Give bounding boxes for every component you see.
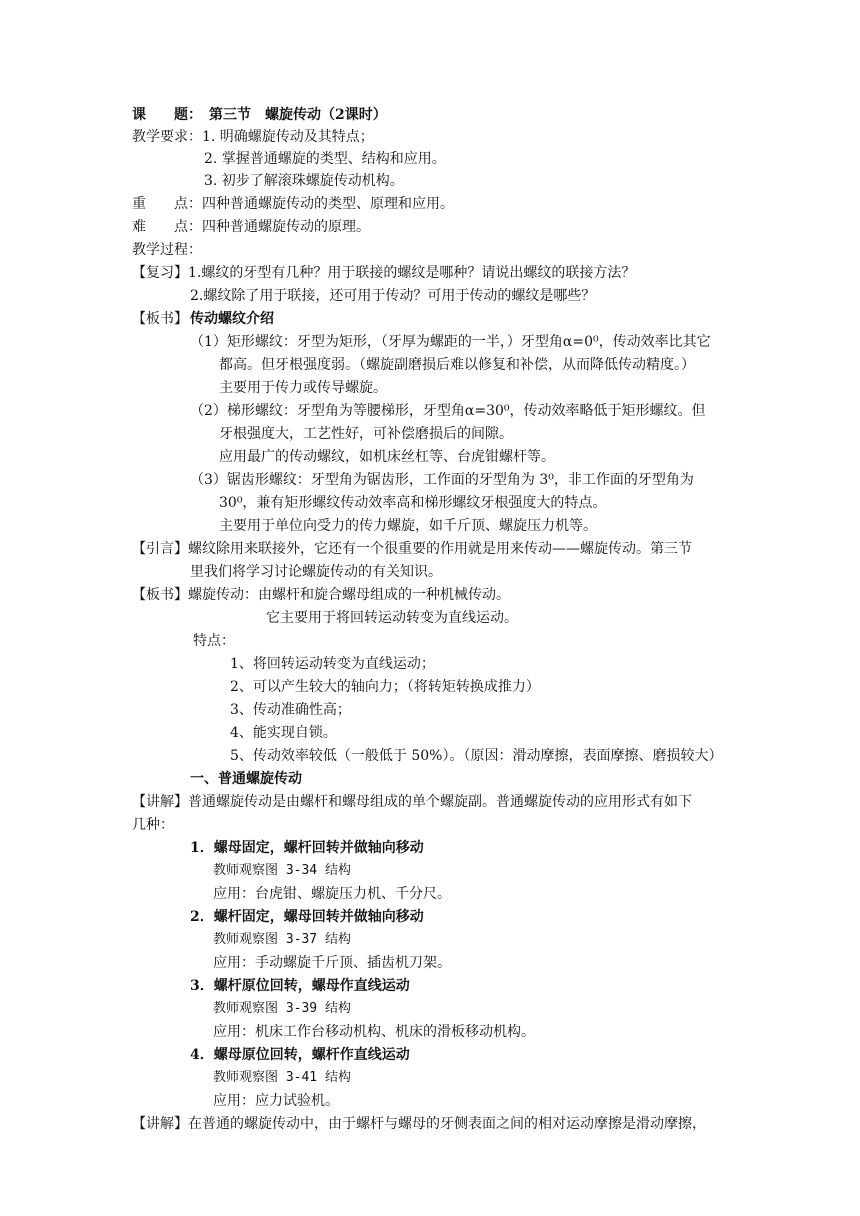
- lesson-title: 课 题： 第三节 螺旋传动（2课时）: [132, 107, 387, 123]
- rect-thread-line-1: （1）矩形螺纹：牙型为矩形，（牙厚为螺距的一半，）牙型角α=0⁰，传动效率比其它: [190, 334, 711, 350]
- feature-1: 1、将回转运动转变为直线运动；: [230, 656, 435, 672]
- trap-thread-line-1: （2）梯形螺纹：牙型角为等腰梯形，牙型角α=30⁰，传动效率略低于矩形螺纹。但: [190, 403, 706, 419]
- explain-line-2: 几种：: [132, 817, 174, 833]
- intro-line-1: 【引言】螺纹除用来联接外，它还有一个很重要的作用就是用来传动——螺旋传动。第三节: [132, 541, 692, 557]
- difficult-point: 难 点：四种普通螺旋传动的原理。: [132, 219, 370, 235]
- requirement-3: 3. 初步了解滚珠螺旋传动机构。: [204, 173, 404, 189]
- feature-5: 5、传动效率较低（一般低于 50%）。（原因：滑动摩擦，表面摩擦、磨损较大）: [230, 748, 723, 764]
- rect-thread-line-2: 都高。但牙根强度弱。（螺旋副磨损后难以修复和补偿，从而降低传动精度。）: [219, 357, 695, 373]
- trap-thread-line-2: 牙根强度大，工艺性好，可补偿磨损后的间隙。: [219, 426, 513, 442]
- board-label: 【板书】: [132, 311, 188, 327]
- explain-line-3: 【讲解】在普通的螺旋传动中，由于螺杆与螺母的牙侧表面之间的相对运动摩擦是滑动摩擦，: [132, 1116, 706, 1132]
- type-2-application: 应用：手动螺旋千斤顶、插齿机刀架。: [213, 955, 451, 971]
- definition-line-2: 它主要用于将回转运动转变为直线运动。: [266, 610, 518, 626]
- type-4-figure: 教师观察图 3-41 结构: [213, 1070, 351, 1085]
- type-2-figure: 教师观察图 3-37 结构: [213, 932, 351, 947]
- type-1-application: 应用：台虎钳、螺旋压力机、千分尺。: [213, 886, 451, 902]
- type-2-heading: 2．螺杆固定，螺母回转并做轴向移动: [190, 909, 424, 925]
- intro-line-2: 里我们将学习讨论螺旋传动的有关知识。: [190, 564, 442, 580]
- key-point: 重 点：四种普通螺旋传动的类型、原理和应用。: [132, 196, 454, 212]
- definition-line-1: 【板书】螺旋传动：由螺杆和旋合螺母组成的一种机械传动。: [132, 587, 510, 603]
- requirement-2: 2. 掌握普通螺旋的类型、结构和应用。: [204, 151, 446, 167]
- saw-thread-line-2: 30⁰，兼有矩形螺纹传动效率高和梯形螺纹牙根强度大的特点。: [219, 495, 607, 511]
- feature-2: 2、可以产生较大的轴向力；（将转矩转换成推力）: [230, 679, 540, 695]
- type-4-heading: 4．螺母原位回转，螺杆作直线运动: [190, 1047, 410, 1063]
- saw-thread-line-3: 主要用于单位向受力的传力螺旋，如千斤顶、螺旋压力机等。: [219, 518, 597, 534]
- features-heading: 特点：: [193, 633, 235, 649]
- type-3-figure: 教师观察图 3-39 结构: [213, 1001, 351, 1016]
- type-1-heading: 1．螺母固定，螺杆回转并做轴向移动: [190, 840, 424, 856]
- type-3-heading: 3．螺杆原位回转，螺母作直线运动: [190, 978, 410, 994]
- rect-thread-line-3: 主要用于传力或传导螺旋。: [219, 380, 387, 396]
- type-1-figure: 教师观察图 3-34 结构: [213, 863, 351, 878]
- trap-thread-line-3: 应用最广的传动螺纹，如机床丝杠等、台虎钳螺杆等。: [219, 449, 555, 465]
- saw-thread-line-1: （3）锯齿形螺纹：牙型角为锯齿形，工作面的牙型角为 3⁰，非工作面的牙型角为: [190, 472, 694, 488]
- board-heading: 传动螺纹介绍: [190, 311, 274, 327]
- review-2: 2.螺纹除了用于联接，还可用于传动？可用于传动的螺纹是哪些？: [190, 288, 596, 304]
- type-3-application: 应用：机床工作台移动机构、机床的滑板移动机构。: [213, 1024, 535, 1040]
- section-heading-1: 一、普通螺旋传动: [190, 771, 302, 787]
- feature-3: 3、传动准确性高；: [230, 702, 351, 718]
- explain-line-1: 【讲解】普通螺旋传动是由螺杆和螺母组成的单个螺旋副。普通螺旋传动的应用形式有如下: [132, 794, 692, 810]
- review-1: 【复习】1.螺纹的牙型有几种？用于联接的螺纹是哪种？请说出螺纹的联接方法？: [132, 265, 636, 281]
- process-heading: 教学过程：: [132, 242, 202, 258]
- type-4-application: 应用：应力试验机。: [213, 1093, 339, 1109]
- requirement-1: 教学要求：1. 明确螺旋传动及其特点；: [132, 129, 374, 145]
- feature-4: 4、能实现自锁。: [230, 725, 337, 741]
